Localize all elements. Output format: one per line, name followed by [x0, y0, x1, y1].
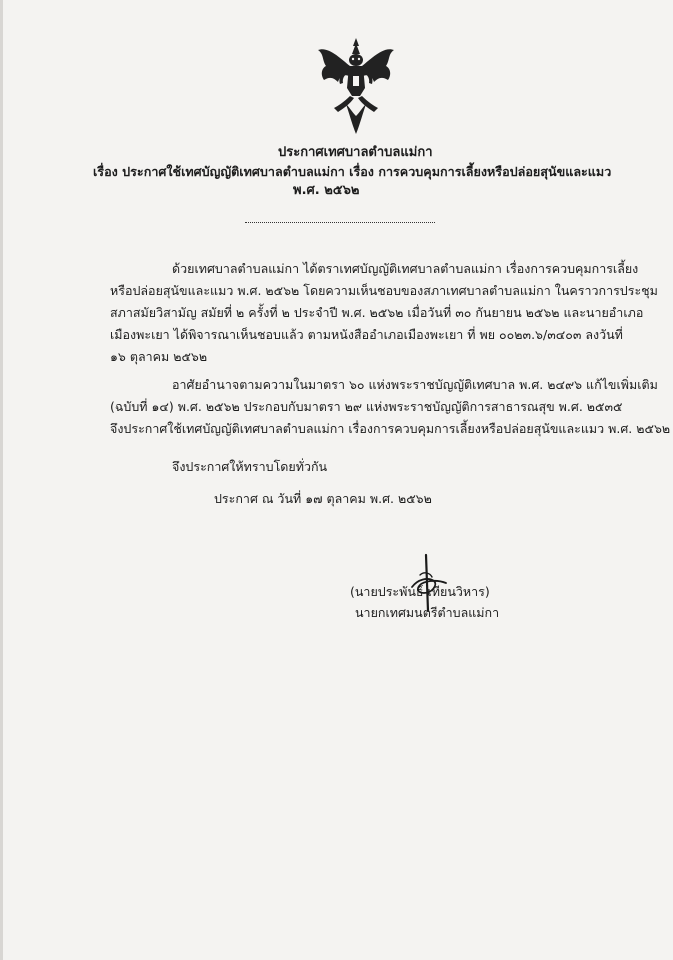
para2-line-1: อาศัยอำนาจตามความในมาตรา ๖๐ แห่งพระราชบัญญัติเทศบาล พ.ศ. ๒๔๙๖ แก้ไขเพิ่มเติม	[172, 377, 658, 392]
signatory-position: นายกเทศมนตรีตำบลแม่กา	[355, 605, 500, 620]
issuer-heading: ประกาศเทศบาลตำบลแม่กา	[278, 145, 433, 160]
para2-line-3: จึงประกาศใช้เทศบัญญัติเทศบาลตำบลแม่กา เรื่องการควบคุมการเลี้ยงหรือปล่อยสุนัขและแมว พ.ศ. ๒๕๖๒	[110, 421, 671, 436]
announcement-date: ประกาศ ณ วันที่ ๑๗ ตุลาคม พ.ศ. ๒๕๖๒	[214, 491, 432, 506]
year-heading: พ.ศ. ๒๕๖๒	[293, 183, 360, 198]
para1-line-3: สภาสมัยวิสามัญ สมัยที่ ๒ ครั้งที่ ๒ ประจำปี พ.ศ. ๒๕๖๒ เมื่อวันที่ ๓๐ กันยายน ๒๕๖๒ และนายอำเภอ	[110, 305, 644, 320]
signatory-name: (นายประพันธ์ เทียนวิหาร)	[350, 584, 490, 599]
para2-line-2: (ฉบับที่ ๑๔) พ.ศ. ๒๕๖๒ ประกอบกับมาตรา ๒๙ แห่งพระราชบัญญัติการสาธารณสุข พ.ศ. ๒๕๓๕	[110, 399, 623, 414]
separator-dotted-line	[245, 222, 435, 223]
para1-line-5: ๑๖ ตุลาคม ๒๕๖๒	[110, 349, 208, 364]
garuda-emblem-icon	[316, 36, 396, 136]
para1-line-4: เมืองพะเยา ได้พิจารณาเห็นชอบแล้ว ตามหนังสืออำเภอเมืองพะเยา ที่ พย ๐๐๒๓.๖/๓๔๐๓ ลงวันที่	[110, 327, 623, 342]
para1-line-1: ด้วยเทศบาลตำบลแม่กา ได้ตราเทศบัญญัติเทศบาลตำบลแม่กา เรื่องการควบคุมการเลี้ยง	[172, 261, 639, 276]
subject-heading: เรื่อง ประกาศใช้เทศบัญญัติเทศบาลตำบลแม่กา เรื่อง การควบคุมการเลี้ยงหรือปล่อยสุนัขและแมว	[93, 164, 612, 179]
closing-statement: จึงประกาศให้ทราบโดยทั่วกัน	[172, 459, 328, 474]
page-edge-shadow	[0, 0, 3, 960]
para1-line-2: หรือปล่อยสุนัขและแมว พ.ศ. ๒๕๖๒ โดยความเห็นชอบของสภาเทศบาลตำบลแม่กา ในคราวการประชุม	[110, 283, 658, 298]
